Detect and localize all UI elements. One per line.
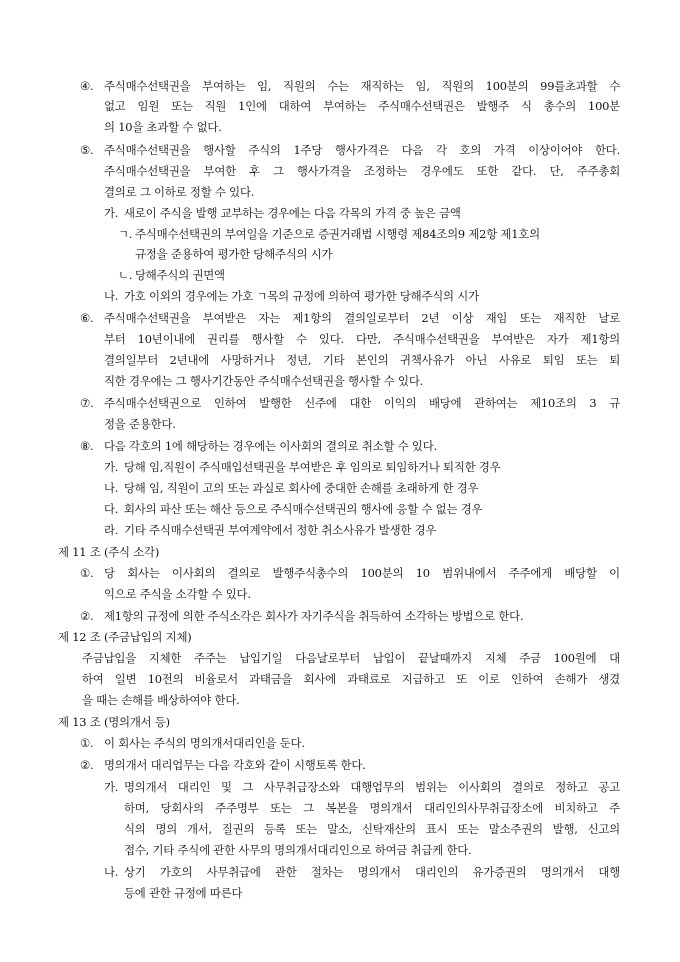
item-marker: 나. [104,289,119,303]
item-text: 등에 관한 규정에 따른다 [124,886,243,900]
paragraph-marker: ⑦. [80,396,94,410]
paragraph-text: 주식매수선택권을 부여하는 임, 직원의 수는 재직하는 임, 직원의 100분의 99를초과할 수 [104,79,620,93]
item-text: 가호 이외의 경우에는 가호 ㄱ목의 규정에 의하여 평가한 당해주식의 시가 [124,289,479,303]
paragraph-marker: ①. [80,736,94,750]
item-marker: 다. [104,502,119,516]
item-text: 식의 명의 개서, 질권의 등록 또는 말소, 신탁재산의 표시 또는 말소주권의 발행, 신고의 [124,822,620,836]
article-heading: 제 12 조 (주금납입의 지체) [58,630,192,644]
item-marker: 가. [104,460,119,474]
paragraph-marker: ④. [80,79,94,93]
paragraph-text: 명의개서 대리업무는 다음 각호와 같이 시행토록 한다. [104,758,366,772]
subitem-text: 규정을 준용하여 평가한 당해주식의 시가 [135,247,333,261]
item-marker: 라. [104,523,119,537]
paragraph-text: 정을 준용한다. [104,417,176,431]
paragraph-text: 결의일부터 2년내에 사망하거나 정년, 기타 본인의 귀책사유가 아닌 사유로 퇴임 또는 퇴 [104,353,620,367]
paragraph-marker: ②. [80,609,94,623]
item-text: 당해 임, 직원이 고의 또는 과실로 회사에 중대한 손해를 초래하게 한 경우 [124,481,479,495]
item-marker: 가. [104,780,119,794]
paragraph-marker: ②. [80,758,94,772]
subitem-marker: ㄴ. [118,268,133,282]
paragraph-marker: ①. [80,566,94,580]
item-marker: 나. [104,481,119,495]
subitem-text: 주식매수선택권의 부여일을 기준으로 증권거래법 시행령 제84조의9 제2항 제1호의 [135,227,540,241]
paragraph-text: 다음 각호의 1에 해당하는 경우에는 이사회의 결의로 취소할 수 있다. [104,439,437,453]
article-heading: 제 11 조 (주식 소각) [58,545,160,559]
paragraph-text: 직한 경우에는 그 행사기간동안 주식매수선택권을 행사할 수 있다. [104,374,424,388]
article-text: 주금납입을 지체한 주주는 납입기일 다음날로부터 납입이 끝날때까지 지체 주금 100원에 대 [82,651,620,665]
item-text: 새로이 주식을 발행 교부하는 경우에는 다음 각목의 가격 중 높은 금액 [124,206,461,220]
article-heading: 제 13 조 (명의개서 등) [58,715,170,729]
item-text: 당해 임,직원이 주식매입선택권을 부여받은 후 임의로 퇴임하거나 퇴직한 경우 [124,460,501,474]
item-text: 상기 가호의 사무취급에 관한 절차는 명의개서 대리인의 유가증권의 명의개서 대행 [124,865,620,879]
paragraph-text: 주식매수선택권을 부여받은 자는 제1항의 결의일로부터 2년 이상 재임 또는 재직한 날로 [104,311,620,325]
paragraph-marker: ⑧. [80,439,94,453]
item-text: 기타 주식매수선택권 부여계약에서 정한 취소사유가 발생한 경우 [124,523,437,537]
paragraph-text: 주식매수선택권을 부여한 후 그 행사가격을 조정하는 경우에도 또한 같다. 단, 주주총회 [104,164,620,178]
item-marker: 나. [104,865,119,879]
paragraph-text: 익으로 주식을 소각할 수 있다. [104,587,251,601]
item-text: 하며, 당회사의 주주명부 또는 그 복본을 명의개서 대리인의사무취급장소에 비치하고 주 [124,801,620,815]
paragraph-text: 당 회사는 이사회의 결의로 발행주식총수의 100분의 10 범위내에서 주주에게 배당할 이 [104,566,620,580]
paragraph-text: 부터 10년이내에 권리를 행사할 수 있다. 다만, 주식매수선택권을 부여받은 자가 제1항의 [104,332,620,346]
subitem-text: 당해주식의 권면액 [135,268,225,282]
subitem-marker: ㄱ. [118,227,133,241]
paragraph-marker: ⑥. [80,311,94,325]
article-text: 하여 일변 10전의 비율로서 과태금을 회사에 과태료로 지급하고 또 이로 인하여 손해가 생겼 [82,672,620,686]
paragraph-text: 결의로 그 이하로 정할 수 있다. [104,185,255,199]
paragraph-text: 이 회사는 주식의 명의개서대리인을 둔다. [104,736,305,750]
paragraph-text: 주식매수선택권으로 인하여 발행한 신주에 대한 이익의 배당에 관하여는 제10조의 3 규 [104,396,620,410]
item-text: 명의개서 대리인 및 그 사무취급장소와 대행업무의 범위는 이사회의 결의로 정하고 공고 [124,780,620,794]
paragraph-marker: ⑤. [80,143,94,157]
paragraph-text: 없고 임원 또는 직원 1인에 대하여 부여하는 주식매수선택권은 발행주 식 총수의 100분 [104,99,620,113]
paragraph-text: 제1항의 규정에 의한 주식소각은 회사가 자기주식을 취득하여 소각하는 방법으로 한다. [104,609,524,623]
paragraph-text: 의 10을 초과할 수 없다. [104,120,222,134]
item-text: 접수, 기타 주식에 관한 사무의 명의개서대리인으로 하여금 취급케 한다. [124,843,472,857]
item-marker: 가. [104,206,119,220]
paragraph-text: 주식매수선택권을 행사할 주식의 1주당 행사가격은 다음 각 호의 가격 이상이어야 한다. [104,143,620,157]
article-text: 을 때는 손해를 배상하여야 한다. [82,693,240,707]
item-text: 회사의 파산 또는 해산 등으로 주식매수선택권의 행사에 응할 수 없는 경우 [124,502,483,516]
